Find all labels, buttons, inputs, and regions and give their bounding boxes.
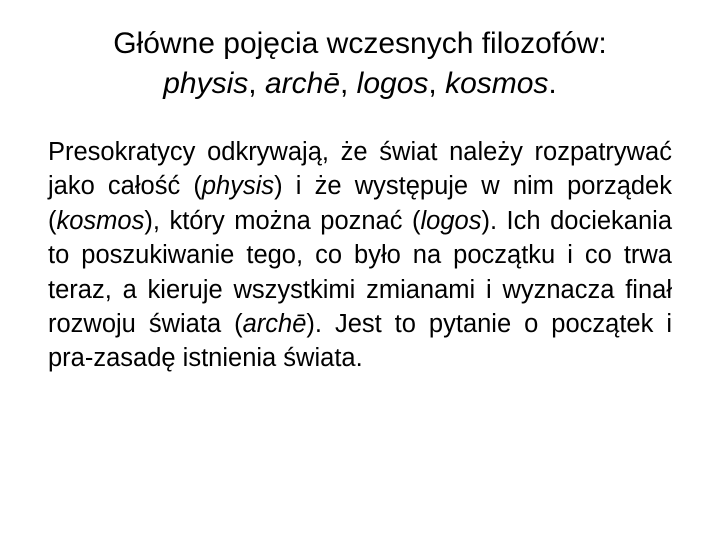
term-kosmos: kosmos: [445, 67, 549, 100]
term-logos: logos: [356, 67, 429, 100]
title-separator: ,: [340, 67, 357, 100]
body-term-kosmos: kosmos: [56, 206, 145, 235]
title-end-period: .: [548, 67, 557, 100]
body-term-physis: physis: [201, 172, 275, 201]
title-separator: ,: [248, 67, 265, 100]
body-text: Presokratycy odkrywają, że świat należy rozpatrywać jako całość (: [48, 138, 672, 201]
slide-body-paragraph: [48, 135, 672, 376]
slide-title: [40, 24, 680, 104]
body-text: ) i że występuje w nim porządek (: [48, 172, 672, 235]
body-term-logos: logos: [420, 206, 482, 235]
title-line-1: Główne pojęcia wczesnych filozofów:: [113, 27, 607, 60]
body-term-arche: archē: [242, 310, 307, 339]
body-text: ). Ich dociekania to poszukiwanie tego, co było na początku i co trwa teraz, a kieruje wszystkimi zmianami i wyznacza finał rozwoju świata (: [48, 206, 673, 339]
title-separator: ,: [428, 67, 446, 100]
body-text: ). Jest to pytanie o początek i pra-zasadę istnienia świata.: [48, 310, 672, 373]
term-physis: physis: [163, 67, 249, 100]
term-arche: archē: [264, 67, 340, 100]
body-text: ), który można poznać (: [144, 206, 421, 235]
title-line-2: [40, 64, 680, 104]
